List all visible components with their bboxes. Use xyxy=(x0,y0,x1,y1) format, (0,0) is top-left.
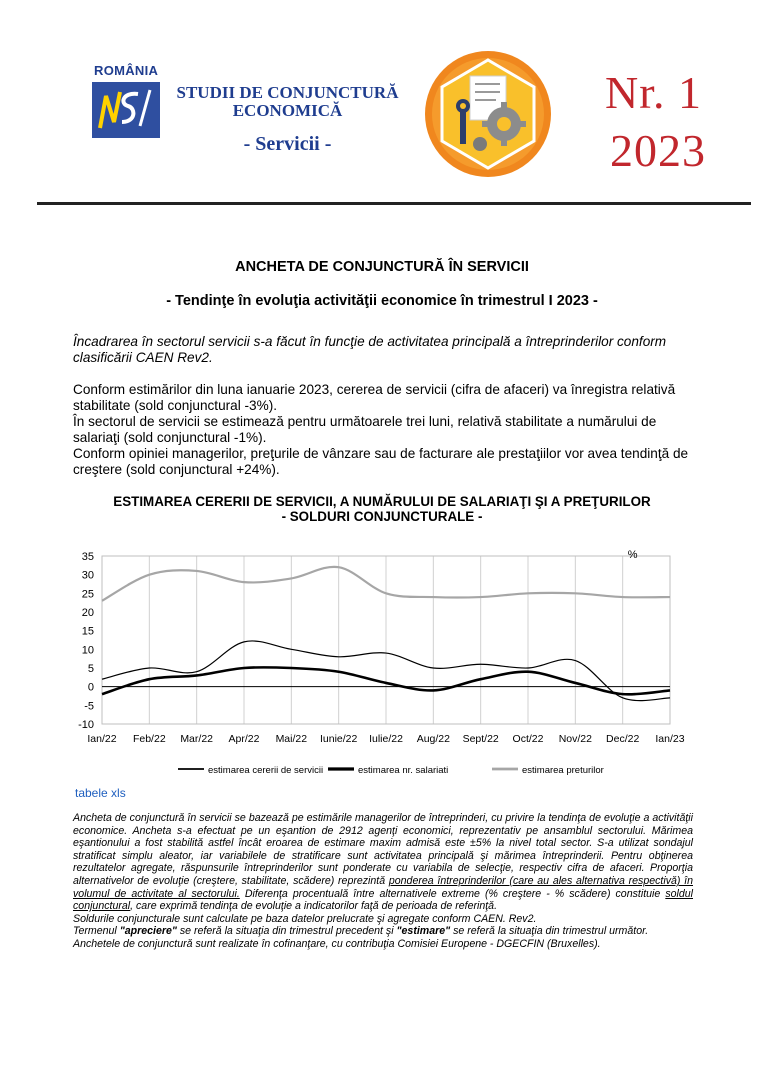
y-tick-label: 30 xyxy=(81,569,94,582)
x-tick-label: Iulie/22 xyxy=(369,733,403,745)
x-tick-label: Mar/22 xyxy=(180,733,214,745)
note-text-2: Diferenţa procentuală între alternativele extreme (% creştere - % scădere) constituie xyxy=(239,887,666,900)
page-subtitle: - Tendinţe în evoluţia activităţii economice în trimestrul I 2023 - xyxy=(166,293,598,309)
y-tick-label: 15 xyxy=(81,625,94,638)
note-text-3: , care exprimă tendinţa de evoluţie a indicatorilor faţă de perioada de referinţă. xyxy=(130,900,498,913)
note-term-apreciere: "apreciere" xyxy=(119,925,177,938)
note-underlined-balance: soldul conjunctural xyxy=(73,887,693,913)
chart-title-line2: - SOLDURI CONJUNCTURALE - xyxy=(281,509,483,524)
legend-label: estimarea cererii de servicii xyxy=(208,765,324,776)
paragraph-prices: Conform opiniei managerilor, preţurile de vânzare sau de facturare ale prestaţiilor vor avea tendinţă de creştere (sold conjunctural +24%). xyxy=(73,446,689,477)
issue-number: Nr. 1 xyxy=(605,67,702,118)
x-tick-label: Ian/22 xyxy=(87,733,117,745)
x-tick-label: Ian/23 xyxy=(655,733,685,745)
header-divider xyxy=(37,202,751,205)
x-tick-label: Aug/22 xyxy=(416,733,450,745)
note-terms-1: Termenul xyxy=(73,925,120,938)
x-tick-label: Mai/22 xyxy=(275,733,308,745)
paragraph-demand: Conform estimărilor din luna ianuarie 2023, cererea de servicii (cifra de afaceri) va înregistra relativă stabilitate (sold conjunctural -3%). xyxy=(73,382,676,413)
country-label: ROMÂNIA xyxy=(94,63,159,78)
note-terms-2: se referă la situaţia din trimestrul precedent şi xyxy=(176,925,397,938)
issue-year: 2023 xyxy=(610,125,706,176)
legend-label: estimarea nr. salariati xyxy=(358,765,449,776)
publication-title: STUDII DE CONJUNCTURĂ ECONOMICĂ xyxy=(176,83,399,120)
y-tick-label: 20 xyxy=(81,607,94,619)
x-tick-label: Dec/22 xyxy=(606,733,640,745)
x-tick-label: Nov/22 xyxy=(558,733,592,745)
legend-label: estimarea preturilor xyxy=(522,765,604,776)
x-tick-label: Oct/22 xyxy=(512,733,544,745)
x-tick-label: Apr/22 xyxy=(228,733,260,745)
publication-subtitle: - Servicii - xyxy=(243,133,332,155)
services-gears-icon xyxy=(420,48,556,180)
intro-text: Încadrarea în sectorul servicii s-a făcut în funcţie de activitatea principală a întreprinderilor conform clasificării CAEN Rev2. xyxy=(73,334,667,365)
note-cofinancing: Anchetele de conjunctură sunt realizate în cofinanţare, cu contribuţia Comisiei Europene - DGECFIN (Bruxelles). xyxy=(73,937,601,950)
chart-title xyxy=(0,494,764,524)
x-tick-label: Sept/22 xyxy=(462,733,499,745)
note-term-estimare: "estimare" xyxy=(396,925,451,938)
note-text-1: Ancheta de conjunctură în servicii se bazează pe estimările managerilor de întreprinderi, cu privire la tendinţa de evoluţie a activităţii economice. Ancheta s-a efectuat pe un eşantion de 2912 agenţi economici, reprezentativ pe ansamblul sectorului. Mărimea eşantionului a fost stabilită astfel încât eroarea de estimare maxim admisă este ±5% la nivel total sector. S-a utilizat sondajul stratificat simplu aleator, iar variabilele de stratificare sunt activitatea principală şi mărimea întreprinderii. Pentru obţinerea rezultatelor agregate, răspunsurile întreprinderilor sunt ponderate cu variabila de selecţie, respectiv cifra de afaceri. Proporţia alternativelor de evoluţie (creştere, stabilitate, scădere) reprezintă xyxy=(73,812,693,887)
balance-line-chart xyxy=(60,540,700,780)
y-tick-label: 35 xyxy=(81,551,94,563)
y-tick-label: 25 xyxy=(81,588,94,601)
y-tick-label: -5 xyxy=(84,700,94,713)
note-terms-3: se referă la situaţia din trimestrul următor. xyxy=(450,925,649,938)
page-title: ANCHETA DE CONJUNCTURĂ ÎN SERVICII xyxy=(235,259,529,275)
unit-label: % xyxy=(627,549,638,561)
x-tick-label: Iunie/22 xyxy=(319,733,358,745)
note-underlined-weighting: ponderea întreprinderilor (care au ales alternativa respectivă) în volumul de activitate al sectorului. xyxy=(73,874,693,900)
chart-title-line1: ESTIMAREA CERERII DE SERVICII, A NUMĂRULUI DE SALARIAŢI ŞI A PREŢURILOR xyxy=(113,494,651,509)
xls-tables-link[interactable]: tabele xls xyxy=(75,786,126,800)
y-tick-label: 5 xyxy=(87,663,94,675)
x-tick-label: Feb/22 xyxy=(132,733,166,745)
y-tick-label: 0 xyxy=(87,681,94,694)
ins-logo-graphic xyxy=(92,82,160,138)
methodology-note xyxy=(73,812,693,951)
y-tick-label: 10 xyxy=(81,644,94,657)
ins-logo xyxy=(92,82,160,138)
y-tick-label: -10 xyxy=(78,719,94,731)
paragraph-employees: În sectorul de servicii se estimează pentru următoarele trei luni, relativă stabilitate a numărului de salariaţi (sold conjunctural -1%). xyxy=(73,414,657,445)
note-caen: Soldurile conjuncturale sunt calculate pe baza datelor prelucrate şi agregate conform CAEN. Rev2. xyxy=(73,912,537,925)
